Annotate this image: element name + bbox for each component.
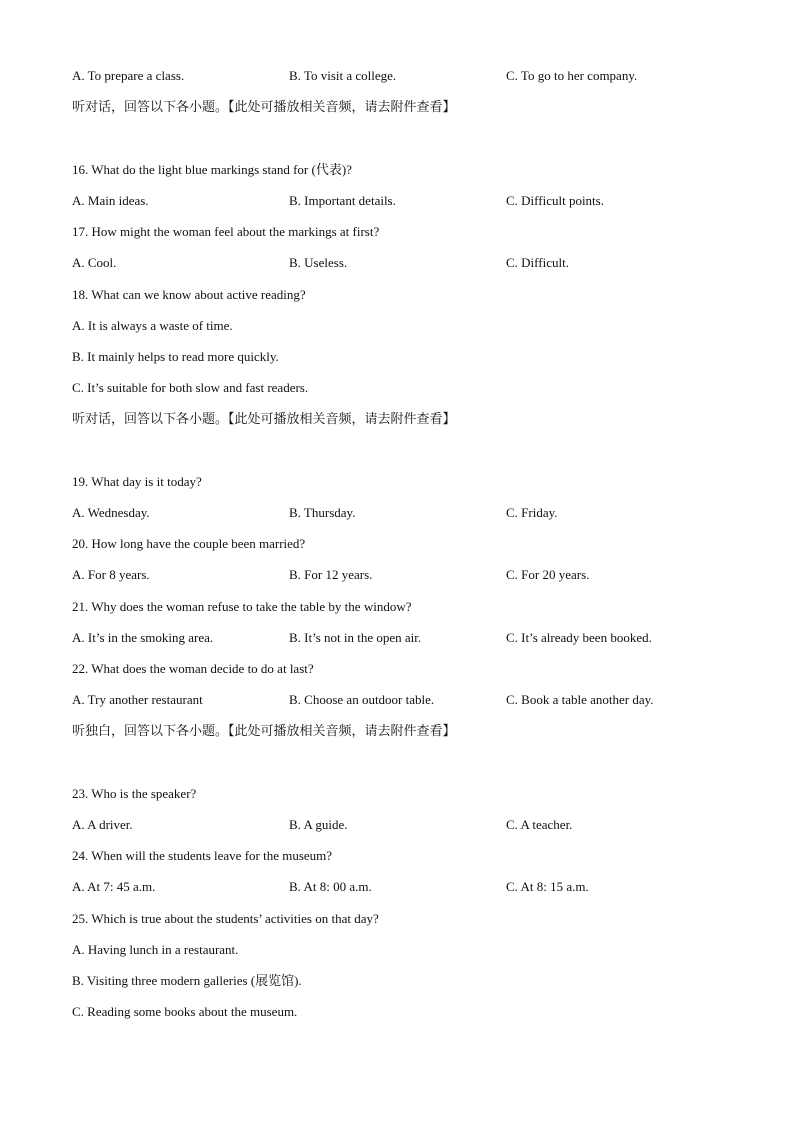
question-24: 24. When will the students leave for the museum?: [72, 848, 333, 863]
q19-option-a: A. Wednesday.: [72, 505, 150, 520]
section-heading-dialogue-1: 听对话，回答以下各小题。【此处可播放相关音频，请去附件查看】: [72, 100, 456, 115]
question-22: 22. What does the woman decide to do at last?: [72, 661, 314, 676]
question-18: 18. What can we know about active reading?: [72, 287, 306, 302]
q19-option-c: C. Friday.: [506, 505, 558, 520]
q16-option-a: A. Main ideas.: [72, 193, 149, 208]
q20-option-a: A. For 8 years.: [72, 567, 150, 582]
q24-option-c: C. At 8: 15 a.m.: [506, 879, 589, 894]
question-17: 17. How might the woman feel about the markings at first?: [72, 224, 380, 239]
q25-option-c: C. Reading some books about the museum.: [72, 1004, 298, 1019]
q17-option-a: A. Cool.: [72, 255, 117, 270]
q18-option-c: C. It’s suitable for both slow and fast readers.: [72, 380, 309, 395]
q19-option-b: B. Thursday.: [289, 505, 356, 520]
q15-option-c: C. To go to her company.: [506, 68, 638, 83]
q18-option-a: A. It is always a waste of time.: [72, 318, 233, 333]
q22-option-c: C. Book a table another day.: [506, 692, 654, 707]
q25-option-a: A. Having lunch in a restaurant.: [72, 942, 239, 957]
q20-option-b: B. For 12 years.: [289, 567, 373, 582]
q20-option-c: C. For 20 years.: [506, 567, 590, 582]
question-20: 20. How long have the couple been married?: [72, 536, 306, 551]
q16-option-b: B. Important details.: [289, 193, 396, 208]
q15-option-a: A. To prepare a class.: [72, 68, 185, 83]
q25-option-b: B. Visiting three modern galleries (展览馆).: [72, 973, 302, 988]
q21-option-c: C. It’s already been booked.: [506, 630, 652, 645]
question-16: 16. What do the light blue markings stand for (代表)?: [72, 162, 352, 177]
section-heading-monologue: 听独白，回答以下各小题。【此处可播放相关音频，请去附件查看】: [72, 724, 456, 739]
q16-option-c: C. Difficult points.: [506, 193, 604, 208]
q24-option-a: A. At 7: 45 a.m.: [72, 879, 156, 894]
q21-option-b: B. It’s not in the open air.: [289, 630, 422, 645]
q24-option-b: B. At 8: 00 a.m.: [289, 879, 372, 894]
q23-option-c: C. A teacher.: [506, 817, 573, 832]
section-heading-dialogue-2: 听对话，回答以下各小题。【此处可播放相关音频，请去附件查看】: [72, 412, 456, 427]
question-19: 19. What day is it today?: [72, 474, 202, 489]
q23-option-b: B. A guide.: [289, 817, 348, 832]
q23-option-a: A. A driver.: [72, 817, 133, 832]
question-23: 23. Who is the speaker?: [72, 786, 197, 801]
q18-option-b: B. It mainly helps to read more quickly.: [72, 349, 279, 364]
q15-option-b: B. To visit a college.: [289, 68, 397, 83]
q22-option-b: B. Choose an outdoor table.: [289, 692, 435, 707]
q21-option-a: A. It’s in the smoking area.: [72, 630, 214, 645]
question-25: 25. Which is true about the students’ activities on that day?: [72, 911, 379, 926]
q17-option-c: C. Difficult.: [506, 255, 569, 270]
q22-option-a: A. Try another restaurant: [72, 692, 203, 707]
question-21: 21. Why does the woman refuse to take the table by the window?: [72, 599, 412, 614]
q17-option-b: B. Useless.: [289, 255, 348, 270]
